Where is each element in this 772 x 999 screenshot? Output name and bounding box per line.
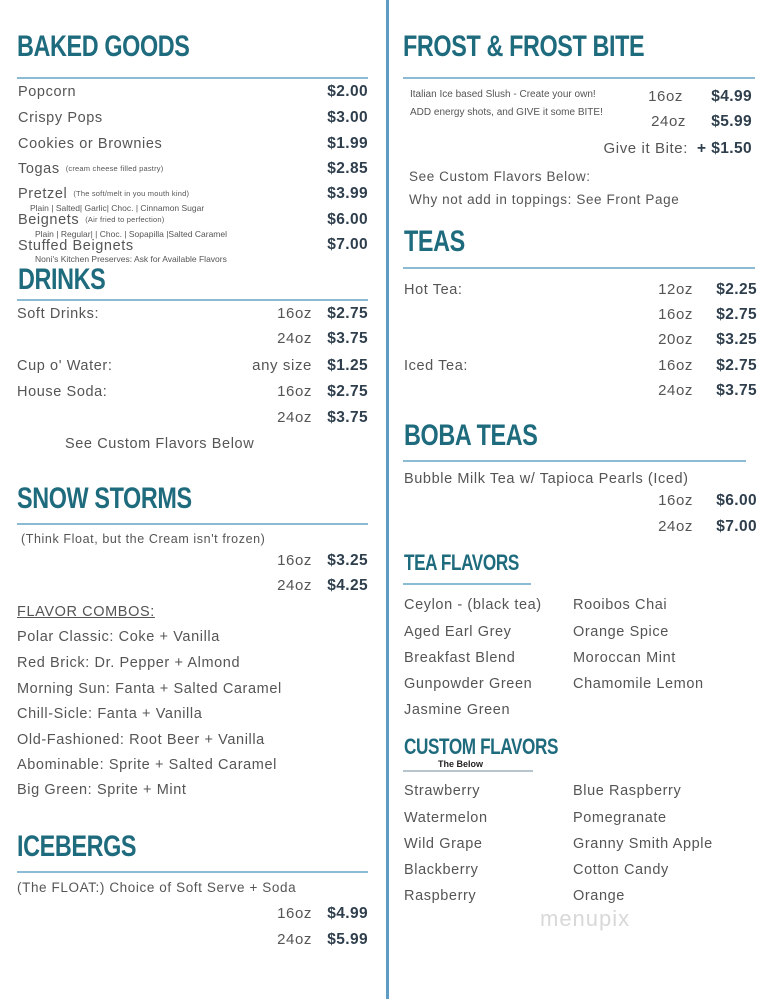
menu-item xyxy=(18,159,163,179)
bite-label: Give it Bite: xyxy=(603,140,688,157)
divider xyxy=(17,523,368,525)
size: 16oz xyxy=(277,905,312,922)
flavor: Jasmine Green xyxy=(404,702,511,718)
section-title: DRINKS xyxy=(18,263,106,296)
price: $3.75 xyxy=(716,382,757,399)
divider xyxy=(17,77,368,79)
watermark: menupix xyxy=(540,906,631,931)
flavor: Blackberry xyxy=(404,862,479,878)
row-label: Iced Tea: xyxy=(404,358,468,374)
item-price: $6.00 xyxy=(327,211,368,228)
item-name: Stuffed Beignets xyxy=(18,238,134,254)
price: $3.75 xyxy=(327,330,368,347)
price: $2.75 xyxy=(716,357,757,374)
item-name: Beignets xyxy=(18,212,80,228)
price: $2.75 xyxy=(327,305,368,322)
size: 16oz xyxy=(658,357,693,374)
size: 24oz xyxy=(277,330,312,347)
item-name: Crispy Pops xyxy=(18,110,103,126)
row-label: Cup o' Water: xyxy=(17,358,113,374)
row-label: House Soda: xyxy=(17,384,108,400)
size: 16oz xyxy=(648,88,683,105)
item-options: Plain | Regular| | Choc. | Sopapilla |Salted Caramel xyxy=(35,229,227,239)
price: $5.99 xyxy=(711,113,752,130)
price: $3.25 xyxy=(716,331,757,348)
combo-item: Old-Fashioned: Root Beer + Vanilla xyxy=(17,732,265,748)
note: See Custom Flavors Below: xyxy=(409,169,591,184)
price: $4.25 xyxy=(327,577,368,594)
size: 16oz xyxy=(658,492,693,509)
column-divider xyxy=(386,0,389,999)
size: 16oz xyxy=(277,552,312,569)
divider xyxy=(403,770,533,772)
item-options: Plain | Salted| Garlic| Choc. | Cinnamon Sugar xyxy=(30,203,205,213)
item-name: Pretzel xyxy=(18,186,68,202)
price: $3.25 xyxy=(327,552,368,569)
size: 16oz xyxy=(277,305,312,322)
flavor: Cotton Candy xyxy=(573,862,669,878)
price: $2.75 xyxy=(327,383,368,400)
flavor: Blue Raspberry xyxy=(573,783,682,799)
section-title: BAKED GOODS xyxy=(17,30,190,63)
flavor: Pomegranate xyxy=(573,810,667,826)
item-name: Cookies or Brownies xyxy=(18,136,163,152)
drinks-note: See Custom Flavors Below xyxy=(65,436,255,452)
combos-title: FLAVOR COMBOS: xyxy=(17,604,155,620)
divider xyxy=(403,583,531,585)
item-name: Togas xyxy=(18,161,60,177)
item-note: (The soft/melt in you mouth kind) xyxy=(73,189,190,198)
item-name: Popcorn xyxy=(18,84,77,100)
flavor: Watermelon xyxy=(404,810,488,826)
item-price: $2.00 xyxy=(327,83,368,100)
divider xyxy=(403,460,746,462)
row-label: Hot Tea: xyxy=(404,282,463,298)
price: $3.75 xyxy=(327,409,368,426)
price: $4.99 xyxy=(711,88,752,105)
item-options: Noni's Kitchen Preserves: Ask for Available Flavors xyxy=(35,254,227,264)
flavor: Moroccan Mint xyxy=(573,650,676,666)
divider xyxy=(403,267,755,269)
price: $1.25 xyxy=(327,357,368,374)
size: any size xyxy=(252,357,312,374)
item-price: $2.85 xyxy=(327,160,368,177)
size: 24oz xyxy=(651,113,686,130)
price: $6.00 xyxy=(716,492,757,509)
size: 24oz xyxy=(658,518,693,535)
flavor: Orange Spice xyxy=(573,624,669,640)
item-price: $3.00 xyxy=(327,109,368,126)
size: 24oz xyxy=(277,931,312,948)
divider xyxy=(17,299,368,301)
size: 20oz xyxy=(658,331,693,348)
size: 24oz xyxy=(658,382,693,399)
item-note: (cream cheese filled pastry) xyxy=(65,164,164,173)
item-price: $7.00 xyxy=(327,236,368,253)
note: Why not add in toppings: See Front Page xyxy=(409,192,680,207)
section-title: CUSTOM FLAVORS xyxy=(404,734,559,759)
flavor: Raspberry xyxy=(404,888,477,904)
description: Italian Ice based Slush - Create your own! xyxy=(410,89,596,100)
divider xyxy=(17,871,368,873)
flavor: Breakfast Blend xyxy=(404,650,516,666)
combo-item: Morning Sun: Fanta + Salted Caramel xyxy=(17,681,282,697)
section-title: FROST & FROST BITE xyxy=(403,30,645,63)
description: Bubble Milk Tea w/ Tapioca Pearls (Iced) xyxy=(404,471,689,487)
description: (The FLOAT:) Choice of Soft Serve + Soda xyxy=(17,880,297,895)
section-title: SNOW STORMS xyxy=(17,482,192,515)
row-label: Soft Drinks: xyxy=(17,306,100,322)
price: $7.00 xyxy=(716,518,757,535)
size: 16oz xyxy=(277,383,312,400)
flavor: Granny Smith Apple xyxy=(573,836,713,852)
size: 24oz xyxy=(277,409,312,426)
combo-item: Big Green: Sprite + Mint xyxy=(17,782,187,798)
price: $2.25 xyxy=(716,281,757,298)
section-title: ICEBERGS xyxy=(17,830,137,863)
item-price: $1.99 xyxy=(327,135,368,152)
divider xyxy=(403,77,755,79)
flavor: Gunpowder Green xyxy=(404,676,533,692)
section-subtitle: The Below xyxy=(438,759,484,769)
flavor: Wild Grape xyxy=(404,836,483,852)
description: (Think Float, but the Cream isn't frozen) xyxy=(21,532,266,546)
menu-item xyxy=(18,186,189,202)
flavor: Aged Earl Grey xyxy=(404,624,512,640)
combo-item: Abominable: Sprite + Salted Caramel xyxy=(17,757,277,773)
combo-item: Chill-Sicle: Fanta + Vanilla xyxy=(17,706,203,722)
price: $5.99 xyxy=(327,931,368,948)
flavor: Strawberry xyxy=(404,783,481,799)
price: $2.75 xyxy=(716,306,757,323)
item-note: (Air fried to perfection) xyxy=(85,215,165,224)
combo-item: Polar Classic: Coke + Vanilla xyxy=(17,629,220,645)
item-price: $3.99 xyxy=(327,185,368,202)
size: 12oz xyxy=(658,281,693,298)
description: ADD energy shots, and GIVE it some BITE! xyxy=(410,107,603,118)
flavor: Chamomile Lemon xyxy=(573,676,704,692)
flavor: Orange xyxy=(573,888,625,904)
section-title: TEA FLAVORS xyxy=(404,550,519,575)
bite-price: + $1.50 xyxy=(697,140,752,157)
combo-item: Red Brick: Dr. Pepper + Almond xyxy=(17,655,241,671)
menu-item xyxy=(18,212,164,228)
flavor: Rooibos Chai xyxy=(573,597,668,613)
section-title: BOBA TEAS xyxy=(404,419,538,452)
price: $4.99 xyxy=(327,905,368,922)
size: 24oz xyxy=(277,577,312,594)
size: 16oz xyxy=(658,306,693,323)
section-title: TEAS xyxy=(404,225,465,258)
flavor: Ceylon - (black tea) xyxy=(404,597,542,613)
